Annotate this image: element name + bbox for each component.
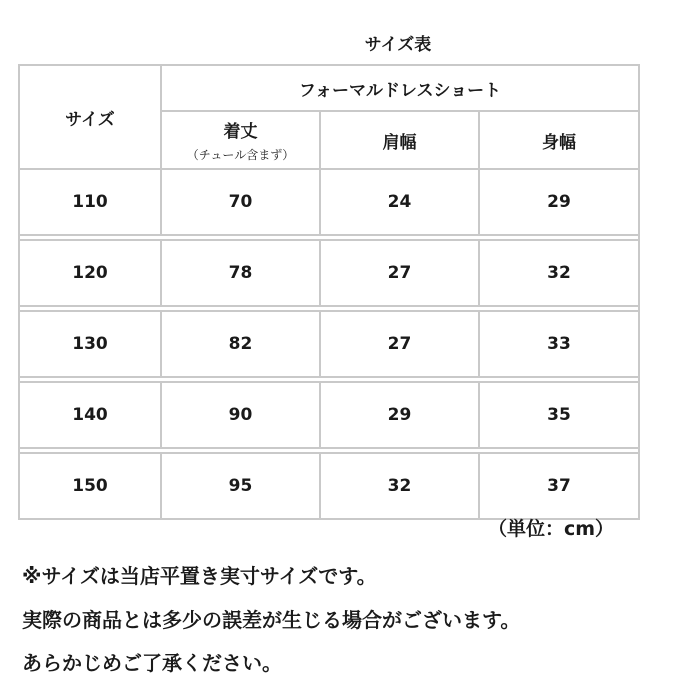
length-cell: 90 xyxy=(161,382,320,448)
size-cell: 120 xyxy=(19,240,161,306)
page-title: サイズ表 xyxy=(364,35,432,55)
size-cell: 110 xyxy=(19,169,161,235)
table-row xyxy=(19,311,639,377)
column-header-shoulder: 肩幅 xyxy=(320,111,479,169)
chest-cell: 32 xyxy=(479,240,639,306)
length-cell: 82 xyxy=(161,311,320,377)
chest-cell: 33 xyxy=(479,311,639,377)
note-line: ※サイズは当店平置き実寸サイズです。 xyxy=(22,564,377,588)
length-cell: 70 xyxy=(161,169,320,235)
group-header: フォーマルドレスショート xyxy=(161,65,639,111)
chest-cell: 29 xyxy=(479,169,639,235)
shoulder-cell: 27 xyxy=(320,240,479,306)
column-header-length xyxy=(161,111,320,169)
table-row xyxy=(19,169,639,235)
shoulder-cell: 29 xyxy=(320,382,479,448)
table-row xyxy=(19,453,639,519)
chest-cell: 35 xyxy=(479,382,639,448)
note-line: 実際の商品とは多少の誤差が生じる場合がございます。 xyxy=(22,608,521,632)
size-cell: 150 xyxy=(19,453,161,519)
column-header-label: 着丈 xyxy=(223,122,258,142)
note-line: あらかじめご了承ください。 xyxy=(22,651,282,675)
size-table xyxy=(18,64,640,520)
chest-cell: 37 xyxy=(479,453,639,519)
length-cell: 95 xyxy=(161,453,320,519)
header-row-1 xyxy=(19,65,639,111)
shoulder-cell: 27 xyxy=(320,311,479,377)
column-header-chest: 身幅 xyxy=(479,111,639,169)
table-row xyxy=(19,382,639,448)
shoulder-cell: 32 xyxy=(320,453,479,519)
size-cell: 140 xyxy=(19,382,161,448)
table-row xyxy=(19,240,639,306)
size-header: サイズ xyxy=(19,65,161,169)
shoulder-cell: 24 xyxy=(320,169,479,235)
column-header-sub: （チュール含まず） xyxy=(186,148,295,162)
size-cell: 130 xyxy=(19,311,161,377)
length-cell: 78 xyxy=(161,240,320,306)
unit-label: （単位：cm） xyxy=(487,518,614,540)
